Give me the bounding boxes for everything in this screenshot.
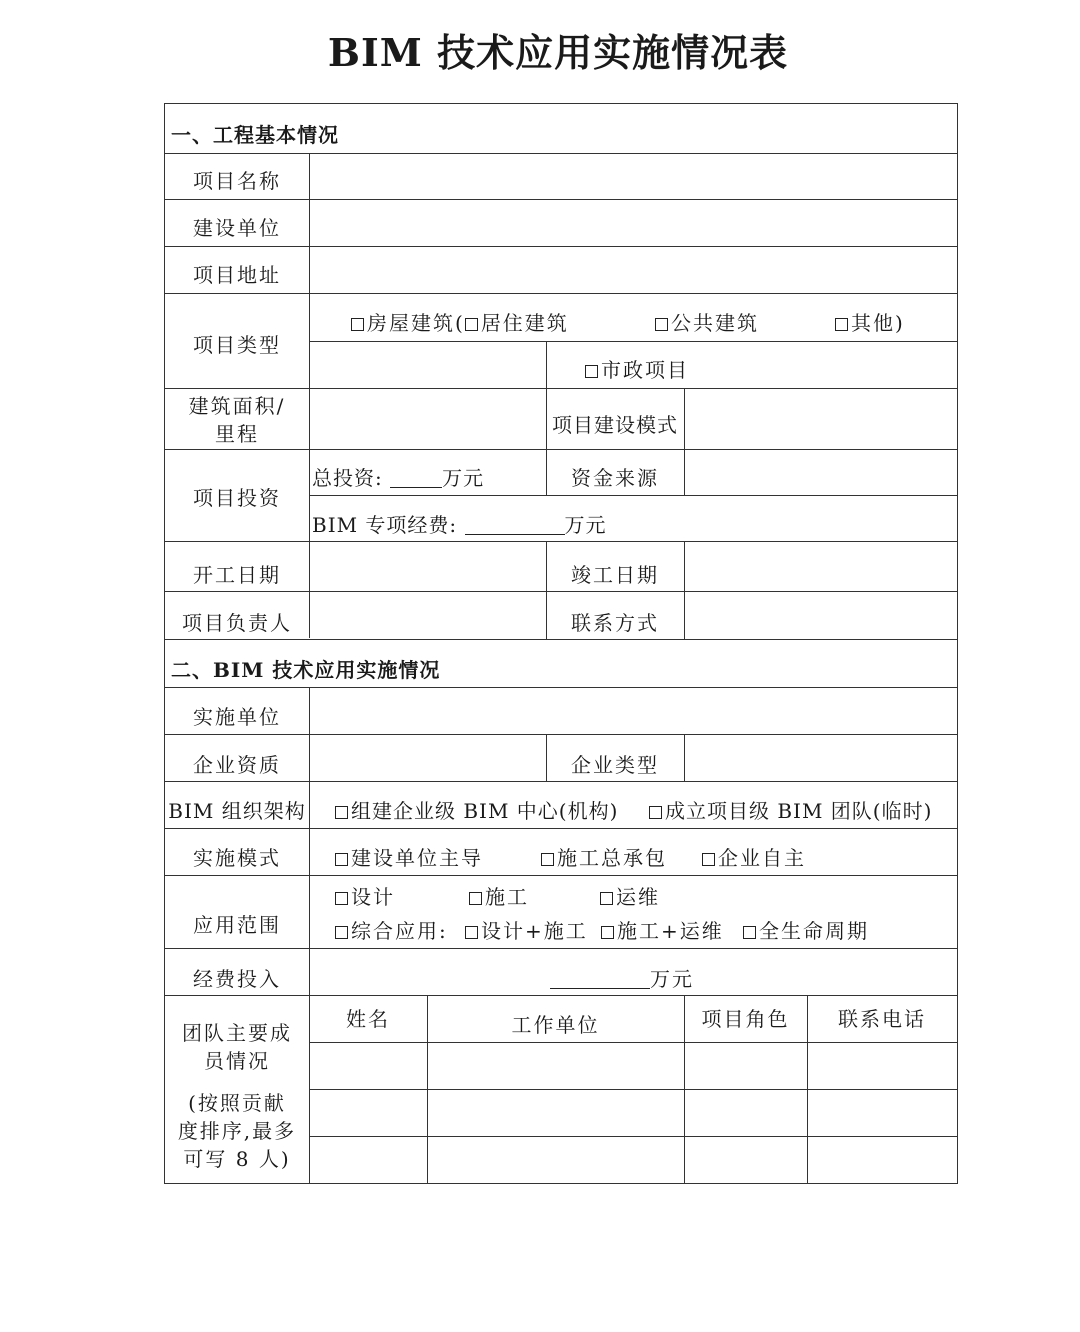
option-label: 成立项目级 BIM 团队(临时) — [665, 799, 933, 823]
option-label: 施工总承包 — [557, 846, 667, 870]
checkbox[interactable] — [469, 892, 482, 905]
row-divider — [165, 591, 957, 592]
option-label: 设计+施工 — [481, 919, 588, 943]
label-investment: 项目投资 — [193, 486, 281, 510]
checkbox[interactable] — [335, 853, 348, 866]
mode-option-self[interactable] — [702, 848, 806, 868]
label-end-date: 竣工日期 — [571, 563, 659, 587]
field-label: 总投资: — [312, 466, 383, 490]
label-address: 项目地址 — [193, 263, 281, 287]
label-project-type: 项目类型 — [193, 333, 281, 357]
row-divider — [309, 1089, 957, 1090]
org-option-team[interactable] — [649, 801, 932, 821]
blank-line[interactable] — [550, 970, 650, 989]
checkbox[interactable] — [655, 318, 668, 331]
row-divider — [165, 449, 957, 450]
col-divider — [546, 341, 547, 388]
col-header-phone: 联系电话 — [838, 1007, 926, 1031]
col-header-org: 工作单位 — [511, 1013, 600, 1037]
option-label: 建设单位主导 — [351, 846, 483, 870]
option-label: 市政项目 — [601, 358, 689, 382]
label-qualification: 企业资质 — [193, 753, 281, 777]
option-label: 居住建筑 — [480, 311, 569, 335]
field-label: BIM 专项经费: — [312, 513, 458, 537]
option-label: 公共建筑 — [671, 311, 759, 335]
option-label: 企业自主 — [718, 846, 806, 870]
section-1-heading: 一、工程基本情况 — [171, 123, 339, 147]
scope-option-om[interactable] — [600, 887, 660, 907]
label-team-2: 员情况 — [204, 1049, 270, 1073]
checkbox[interactable] — [351, 318, 364, 331]
section-2-heading: 二、BIM 技术应用实施情况 — [171, 658, 441, 682]
checkbox[interactable] — [600, 892, 613, 905]
label-area-2: 里程 — [215, 422, 259, 446]
checkbox[interactable] — [835, 318, 848, 331]
col-divider — [309, 687, 310, 1183]
bim-fund-field[interactable] — [312, 515, 607, 535]
label-area-1: 建筑面积/ — [188, 394, 286, 418]
row-divider — [165, 734, 957, 735]
checkbox[interactable] — [541, 853, 554, 866]
label-contact: 联系方式 — [571, 611, 659, 635]
label-build-mode: 项目建设模式 — [552, 413, 678, 437]
label-fund-input: 经费投入 — [193, 967, 281, 991]
label-builder: 建设单位 — [193, 216, 281, 240]
row-divider — [165, 781, 957, 782]
row-divider — [165, 828, 957, 829]
label-project-manager: 项目负责人 — [182, 611, 292, 635]
mode-option-builder[interactable] — [335, 848, 483, 868]
type-option-other[interactable] — [835, 313, 905, 333]
label-enterprise-type: 企业类型 — [571, 753, 659, 777]
col-divider — [684, 541, 685, 639]
bim-form-table — [164, 103, 958, 1184]
row-divider — [165, 687, 957, 688]
fund-input-field[interactable] — [550, 969, 694, 989]
type-option-municipal[interactable] — [585, 360, 689, 380]
checkbox[interactable] — [601, 926, 614, 939]
team-note-3: 可写 8 人) — [183, 1147, 291, 1171]
unit-label: 万元 — [650, 967, 694, 991]
checkbox[interactable] — [335, 926, 348, 939]
unit-label: 万元 — [442, 466, 485, 490]
row-divider — [165, 153, 957, 154]
option-label: 施工 — [485, 885, 529, 909]
row-divider — [165, 199, 957, 200]
blank-line[interactable] — [390, 469, 442, 488]
mode-option-contractor[interactable] — [541, 848, 667, 868]
option-label: 设计 — [351, 885, 395, 909]
col-divider — [309, 153, 310, 638]
label-scope: 应用范围 — [193, 913, 281, 937]
row-divider — [165, 246, 957, 247]
checkbox[interactable] — [702, 853, 715, 866]
scope-option-design[interactable] — [335, 887, 395, 907]
option-label: 施工+运维 — [617, 919, 724, 943]
label-team-1: 团队主要成 — [182, 1021, 292, 1045]
checkbox[interactable] — [743, 926, 756, 939]
label-start-date: 开工日期 — [193, 563, 281, 587]
type-option-housing[interactable] — [351, 313, 569, 333]
row-divider — [309, 1136, 957, 1137]
label-fund-source: 资金来源 — [571, 466, 659, 490]
total-investment-field[interactable] — [312, 468, 484, 488]
label-impl-mode: 实施模式 — [193, 846, 281, 870]
scope-option-lifecycle[interactable] — [743, 921, 869, 941]
scope-option-design-build[interactable] — [465, 921, 588, 941]
option-label: 综合应用: — [351, 919, 448, 943]
row-divider — [165, 388, 957, 389]
row-divider — [165, 541, 957, 542]
option-label: 全生命周期 — [759, 919, 869, 943]
col-header-role: 项目角色 — [701, 1007, 790, 1031]
checkbox[interactable] — [335, 892, 348, 905]
option-label: 运维 — [616, 885, 660, 909]
option-label: 组建企业级 BIM 中心(机构) — [351, 799, 619, 823]
row-divider — [309, 1042, 957, 1043]
col-header-name: 姓名 — [346, 1007, 390, 1031]
blank-line[interactable] — [465, 516, 565, 535]
team-note-2: 度排序,最多 — [177, 1119, 297, 1143]
checkbox[interactable] — [585, 365, 598, 378]
unit-label: 万元 — [564, 513, 607, 537]
option-label: 房屋建筑( — [367, 311, 465, 335]
col-divider — [684, 734, 685, 781]
col-divider — [684, 388, 685, 495]
checkbox[interactable] — [335, 806, 348, 819]
checkbox[interactable] — [465, 318, 478, 331]
row-divider — [165, 948, 957, 949]
label-bim-org: BIM 组织架构 — [168, 799, 306, 823]
row-divider — [165, 293, 957, 294]
checkbox[interactable] — [465, 926, 478, 939]
row-divider — [165, 639, 957, 640]
scope-option-combined[interactable] — [335, 921, 448, 941]
checkbox[interactable] — [649, 806, 662, 819]
scope-option-build-om[interactable] — [601, 921, 724, 941]
row-divider — [309, 495, 957, 496]
label-project-name: 项目名称 — [193, 169, 281, 193]
row-divider — [309, 341, 957, 342]
org-option-center[interactable] — [335, 801, 618, 821]
label-impl-unit: 实施单位 — [193, 705, 281, 729]
scope-option-construction[interactable] — [469, 887, 529, 907]
option-label: 其他) — [851, 311, 905, 335]
row-divider — [165, 995, 957, 996]
team-note-1: (按照贡献 — [188, 1091, 286, 1115]
row-divider — [165, 875, 957, 876]
page-title: BIM 技术应用实施情况表 — [327, 30, 789, 75]
type-option-public[interactable] — [655, 313, 759, 333]
